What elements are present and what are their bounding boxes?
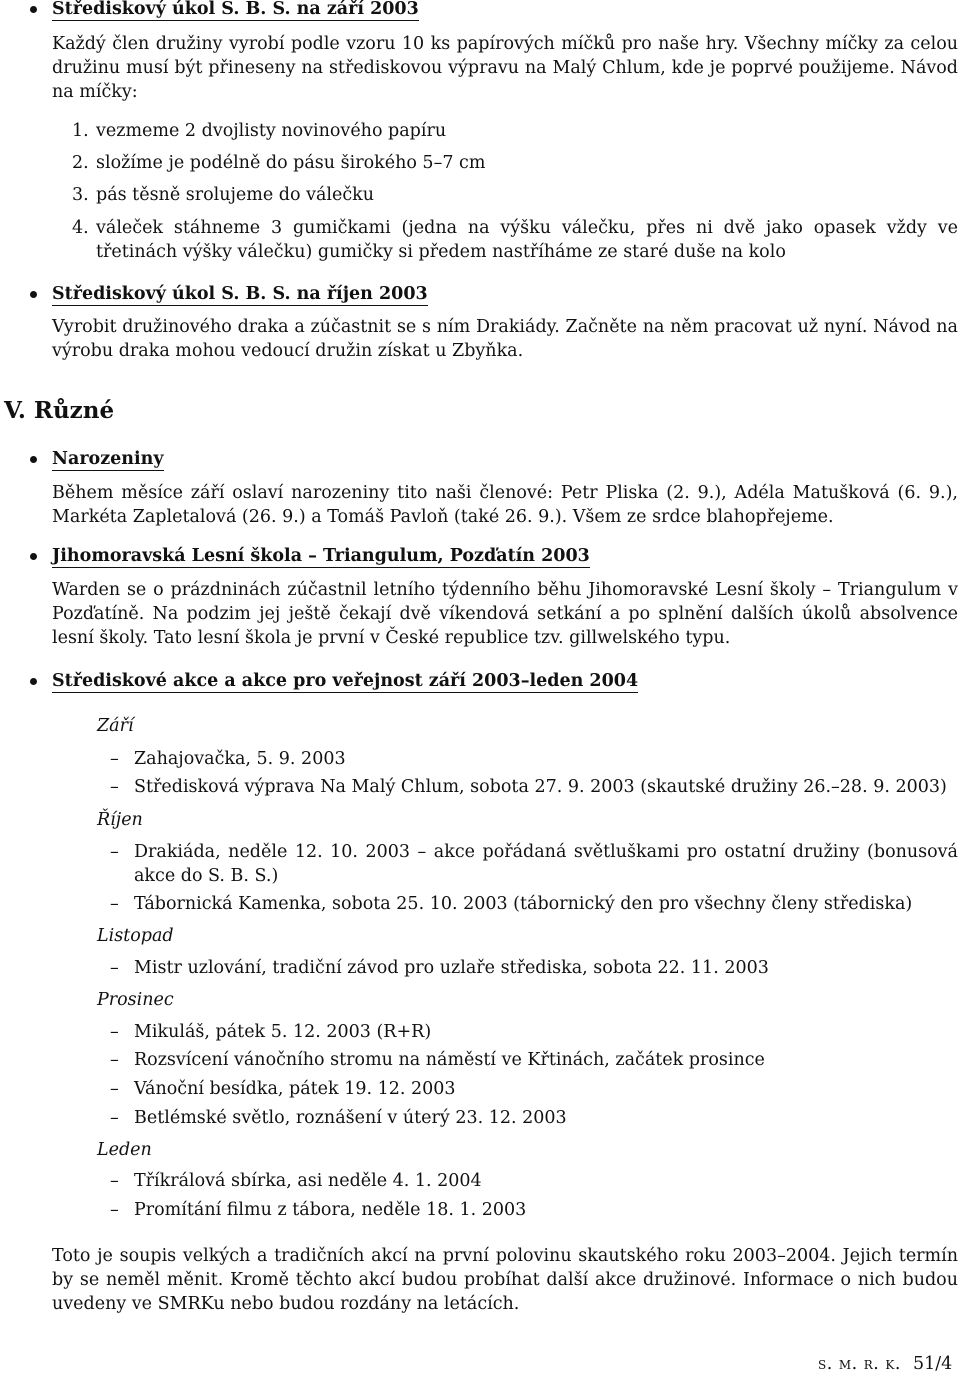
step-text: pás těsně srolujeme do válečku xyxy=(96,185,375,205)
event-dash: – xyxy=(110,1050,119,1070)
heading-akce: Střediskové akce a akce pro veřejnost září 2003–leden 2004 xyxy=(52,671,639,691)
ukol-zari-intro: Každý člen družiny vyrobí podle vzoru 10 ks papírových míčků pro naše hry. Všechny míčky za celou družinu musí být přineseny na střediskovou výpravu na Malý Chlum, kde je poprvé použijeme. Návod na míčky: xyxy=(52,34,958,102)
heading-lesni-skola: Jihomoravská Lesní škola – Triangulum, Pozďatín 2003 xyxy=(52,546,590,566)
step-text: váleček stáhneme 3 gumičkami (jedna na výšku válečku, přes ni dvě jako opasek vždy ve třetinách výšky válečku) gumičky si předem nastříháme ze staré duše na kolo xyxy=(96,218,958,262)
step-number: 3. xyxy=(72,185,89,205)
event-dash: – xyxy=(110,894,119,914)
event-dash: – xyxy=(110,1022,119,1042)
month-heading: Říjen xyxy=(97,810,143,830)
event-dash: – xyxy=(110,1200,119,1220)
event-item: Rozsvícení vánočního stromu na náměstí ve Křtinách, začátek prosince xyxy=(134,1050,765,1070)
event-dash: – xyxy=(110,842,119,862)
event-item: Mistr uzlování, tradiční závod pro uzlaře střediska, sobota 22. 11. 2003 xyxy=(134,958,769,978)
event-item: Drakiáda, neděle 12. 10. 2003 – akce pořádaná světluškami pro ostatní družiny (bonusová akce do S. B. S.) xyxy=(134,842,958,886)
akce-outro: Toto je soupis velkých a tradičních akcí na první polovinu skautského roku 2003–2004. Jejich termín by se neměl měnit. Kromě těchto akcí budou probíhat další akce družinové. Informace o nich budou uvedeny ve SMRKu nebo budou rozdány na letácích. xyxy=(52,1246,958,1314)
event-item: Vánoční besídka, pátek 19. 12. 2003 xyxy=(134,1079,456,1099)
footer-magazine: s. m. r. k. xyxy=(818,1354,901,1374)
event-dash: – xyxy=(110,777,119,797)
heading-ukol-rijen: Střediskový úkol S. B. S. na říjen 2003 xyxy=(52,284,428,304)
month-heading: Prosinec xyxy=(97,990,174,1010)
event-item: Tábornická Kamenka, sobota 25. 10. 2003 (tábornický den pro všechny členy střediska) xyxy=(134,894,913,914)
bullet-icon xyxy=(30,456,37,463)
ukol-rijen-text: Vyrobit družinového draka a zúčastnit se s ním Drakiády. Začněte na něm pracovat už nyní. Návod na výrobu draka mohou vedoucí družin získat u Zbyňka. xyxy=(52,317,958,361)
step-number: 2. xyxy=(72,153,89,173)
bullet-icon xyxy=(30,678,37,685)
event-item: Betlémské světlo, roznášení v úterý 23. 12. 2003 xyxy=(134,1108,567,1128)
month-heading: Leden xyxy=(97,1140,152,1160)
step-number: 4. xyxy=(72,218,89,238)
month-heading: Září xyxy=(97,716,134,736)
event-dash: – xyxy=(110,958,119,978)
footer-page-number: 51/4 xyxy=(913,1354,953,1374)
event-item: Zahajovačka, 5. 9. 2003 xyxy=(134,749,346,769)
chapter-title: V. Různé xyxy=(4,397,115,424)
heading-ukol-zari: Střediskový úkol S. B. S. na září 2003 xyxy=(52,0,419,19)
event-dash: – xyxy=(110,1171,119,1191)
lesni-skola-text: Warden se o prázdninách zúčastnil letního týdenního běhu Jihomoravské Lesní školy – Triangulum v Pozďatíně. Na podzim jej ještě čekají dvě víkendová setkání a po splnění dalších úkolů absolvence lesní školy. Tato lesní škola je první v České republice tzv. gillwelského typu. xyxy=(52,580,958,648)
event-item: Mikuláš, pátek 5. 12. 2003 (R+R) xyxy=(134,1022,432,1042)
event-dash: – xyxy=(110,1108,119,1128)
event-dash: – xyxy=(110,1079,119,1099)
event-item: Tříkrálová sbírka, asi neděle 4. 1. 2004 xyxy=(134,1171,482,1191)
bullet-icon xyxy=(30,553,37,560)
month-heading: Listopad xyxy=(97,926,174,946)
event-dash: – xyxy=(110,749,119,769)
event-item: Promítání filmu z tábora, neděle 18. 1. 2003 xyxy=(134,1200,527,1220)
step-text: složíme je podélně do pásu širokého 5–7 cm xyxy=(96,153,486,173)
bullet-icon xyxy=(30,291,37,298)
bullet-icon xyxy=(30,6,37,13)
event-item: Středisková výprava Na Malý Chlum, sobota 27. 9. 2003 (skautské družiny 26.–28. 9. 2003) xyxy=(134,777,947,797)
heading-narozeniny: Narozeniny xyxy=(52,449,164,469)
step-number: 1. xyxy=(72,121,89,141)
narozeniny-text: Během měsíce září oslaví narozeniny tito naši členové: Petr Pliska (2. 9.), Adéla Matušková (6. 9.), Markéta Zapletalová (26. 9.) a Tomáš Pavloň (také 26. 9.). Všem ze srdce blahopřejeme. xyxy=(52,483,958,527)
step-text: vezmeme 2 dvojlisty novinového papíru xyxy=(96,121,447,141)
